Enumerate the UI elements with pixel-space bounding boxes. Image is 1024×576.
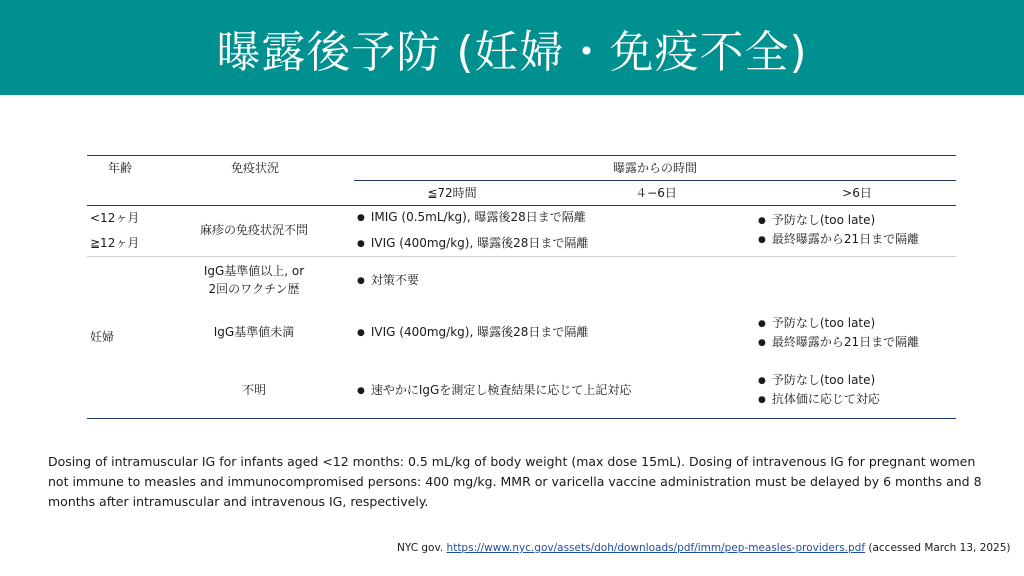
immune-early-action: ● 対策不要 (357, 273, 419, 289)
header-bottom-rule (87, 205, 956, 206)
infant-row-divider (87, 256, 956, 257)
citation-link[interactable]: https://www.nyc.gov/assets/doh/downloads/pdf/imm/pep-measles-providers.pdf (446, 542, 866, 554)
header-immunity: 免疫状況 (230, 161, 280, 175)
immune-status-b: 2回のワクチン歴 (208, 282, 300, 296)
title-banner (0, 0, 1024, 95)
infant-immunity: 麻疹の免疫状況不問 (199, 223, 309, 237)
unknown-early-action: ● 速やかにIgGを測定し検査結果に応じて上記対応 (357, 383, 631, 399)
low-igg-late-isolation: ● 最終曝露から21日まで隔離 (758, 335, 919, 351)
table-top-rule (87, 155, 956, 156)
header-over-6d: >6日 (842, 186, 872, 200)
slide-title: 曝露後予防 (妊婦・免疫不全) (216, 26, 808, 78)
immune-status-a: IgG基準値以上, or (203, 264, 305, 278)
unknown-status: 不明 (241, 383, 267, 397)
header-age: 年齢 (107, 161, 133, 175)
low-igg-early-action: ● IVIG (400mg/kg), 曝露後28日まで隔離 (357, 325, 588, 341)
low-igg-status: IgG基準値未満 (213, 325, 295, 339)
header-4-6d: ４−6日 (635, 186, 677, 200)
pregnant-label: 妊婦 (90, 330, 115, 344)
unknown-late-no-prophylaxis: ● 予防なし(too late) (758, 373, 875, 389)
low-igg-late-no-prophylaxis: ● 予防なし(too late) (758, 316, 875, 332)
citation-suffix: (accessed March 13, 2025) (868, 542, 1011, 554)
dosing-note: Dosing of intramuscular IG for infants aged <12 months: 0.5 mL/kg of body weight (max dose 15mL). Dosing of intravenous IG for pregnant women not immune to measles and immunocompromised persons: 400 mg/kg. MMR or varicella vaccine administration must be delayed by 6 months and 8 months after intramuscular and intravenous IG, respectively. (48, 454, 982, 509)
infant-late-isolation: ● 最終曝露から21日まで隔離 (758, 232, 919, 248)
unknown-late-titer-action: ● 抗体価に応じて対応 (758, 392, 880, 408)
citation (397, 542, 1011, 554)
age-under-12m: <12ヶ月 (90, 211, 140, 225)
infant-early-imig: ● IMIG (0.5mL/kg), 曝露後28日まで隔離 (357, 210, 586, 226)
header-time-since-exposure: 曝露からの時間 (612, 161, 698, 175)
header-72h: ≦72時間 (427, 186, 477, 200)
table-bottom-rule (87, 418, 956, 419)
age-12m-plus: ≧12ヶ月 (90, 236, 140, 250)
citation-prefix: NYC gov. (397, 542, 444, 554)
infant-early-ivig: ● IVIG (400mg/kg), 曝露後28日まで隔離 (357, 236, 588, 252)
time-header-rule (354, 180, 956, 181)
infant-late-no-prophylaxis: ● 予防なし(too late) (758, 213, 875, 229)
